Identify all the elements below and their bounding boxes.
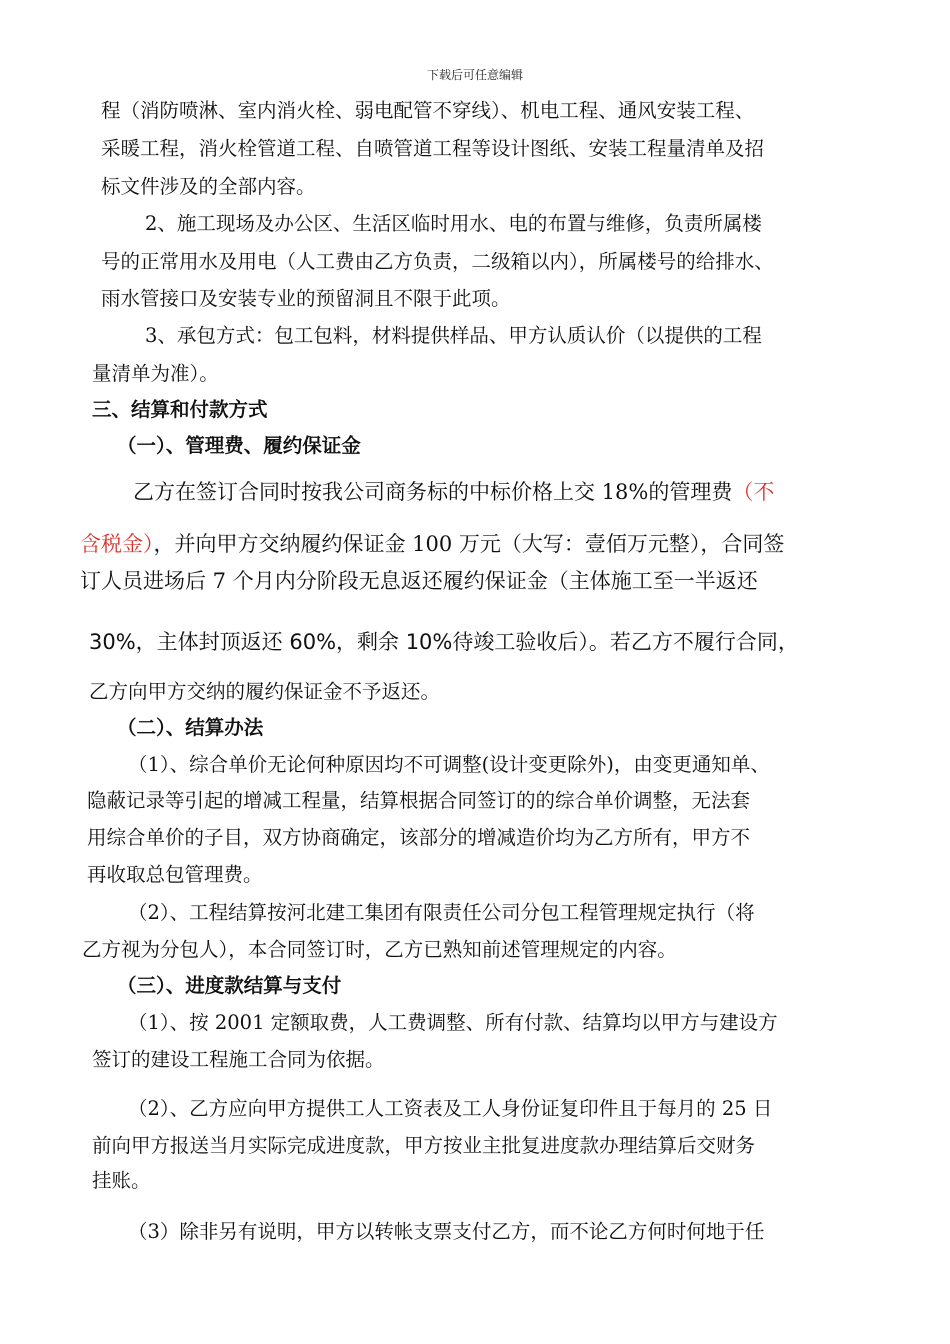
paragraph-line: 隐蔽记录等引起的增减工程量，结算根据合同签订的的综合单价调整，无法套 (87, 789, 751, 812)
paragraph-line: （3）除非另有说明，甲方以转帐支票支付乙方，而不论乙方何时何地于任 (128, 1220, 765, 1243)
paragraph-line: 标文件涉及的全部内容。 (101, 175, 316, 198)
paragraph-line: 签订的建设工程施工合同为依据。 (92, 1048, 385, 1071)
paragraph-line: 2、施工现场及办公区、生活区临时用水、电的布置与维修，负责所属楼 (145, 212, 762, 235)
tax-note-red: （不 (732, 480, 775, 504)
paragraph-line: 号的正常用水及用电（人工费由乙方负责，二级箱以内），所属楼号的给排水、 (101, 250, 774, 273)
paragraph-line: （2）、工程结算按河北建工集团有限责任公司分包工程管理规定执行（将 (128, 901, 755, 924)
paragraph-line: 再收取总包管理费。 (87, 863, 263, 886)
paragraph-line: 采暖工程，消火栓管道工程、自喷管道工程等设计图纸、安装工程量清单及招 (101, 137, 765, 160)
subsection-heading: （三）、进度款结算与支付 (117, 974, 342, 997)
deposit-text: ，并向甲方交纳履约保证金 100 万元（大写：壹佰万元整），合同签 (153, 532, 785, 556)
subsection-heading: （一）、管理费、履约保证金 (117, 434, 361, 457)
section-heading: 三、结算和付款方式 (92, 398, 268, 421)
tax-note-red-cont: 含税金） (80, 532, 154, 556)
paragraph-line: 订人员进场后 7 个月内分阶段无息返还履约保证金（主体施工至一半返还 (80, 569, 758, 593)
paragraph-line: 30%，主体封顶返还 60%，剩余 10%待竣工验收后）。若乙方不履行合同， (89, 630, 799, 654)
subsection-heading: （二）、结算办法 (117, 716, 264, 739)
paragraph-line: 3、承包方式：包工包料，材料提供样品、甲方认质认价（以提供的工程 (145, 324, 762, 347)
paragraph-line: 程（消防喷淋、室内消火栓、弱电配管不穿线）、机电工程、通风安装工程、 (101, 99, 755, 122)
paragraph-line: （1）、按 2001 定额取费，人工费调整、所有付款、结算均以甲方与建设方 (128, 1011, 778, 1034)
page-header: 下载后可任意编辑 (426, 68, 523, 82)
paragraph-line: 挂账。 (92, 1169, 151, 1192)
paragraph-line: 乙方向甲方交纳的履约保证金不予返还。 (89, 680, 441, 703)
paragraph-line: 用综合单价的子目，双方协商确定，该部分的增减造价均为乙方所有，甲方不 (87, 826, 751, 849)
paragraph-line: 雨水管接口及安装专业的预留洞且不限于此项。 (101, 287, 511, 310)
paragraph-line (133, 479, 774, 505)
paragraph-line: 量清单为准）。 (92, 362, 219, 385)
paragraph-line: （2）、乙方应向甲方提供工人工资表及工人身份证复印件且于每月的 25 日 (128, 1097, 773, 1120)
paragraph-line: （1）、综合单价无论何种原因均不可调整(设计变更除外)，由变更通知单、 (128, 753, 770, 776)
paragraph-line (80, 531, 784, 557)
paragraph-line: 前向甲方报送当月实际完成进度款，甲方按业主批复进度款办理结算后交财务 (92, 1134, 756, 1157)
fee-text: 乙方在签订合同时按我公司商务标的中标价格上交 18%的管理费 (133, 480, 733, 504)
paragraph-line: 乙方视为分包人），本合同签订时，乙方已熟知前述管理规定的内容。 (82, 938, 677, 961)
